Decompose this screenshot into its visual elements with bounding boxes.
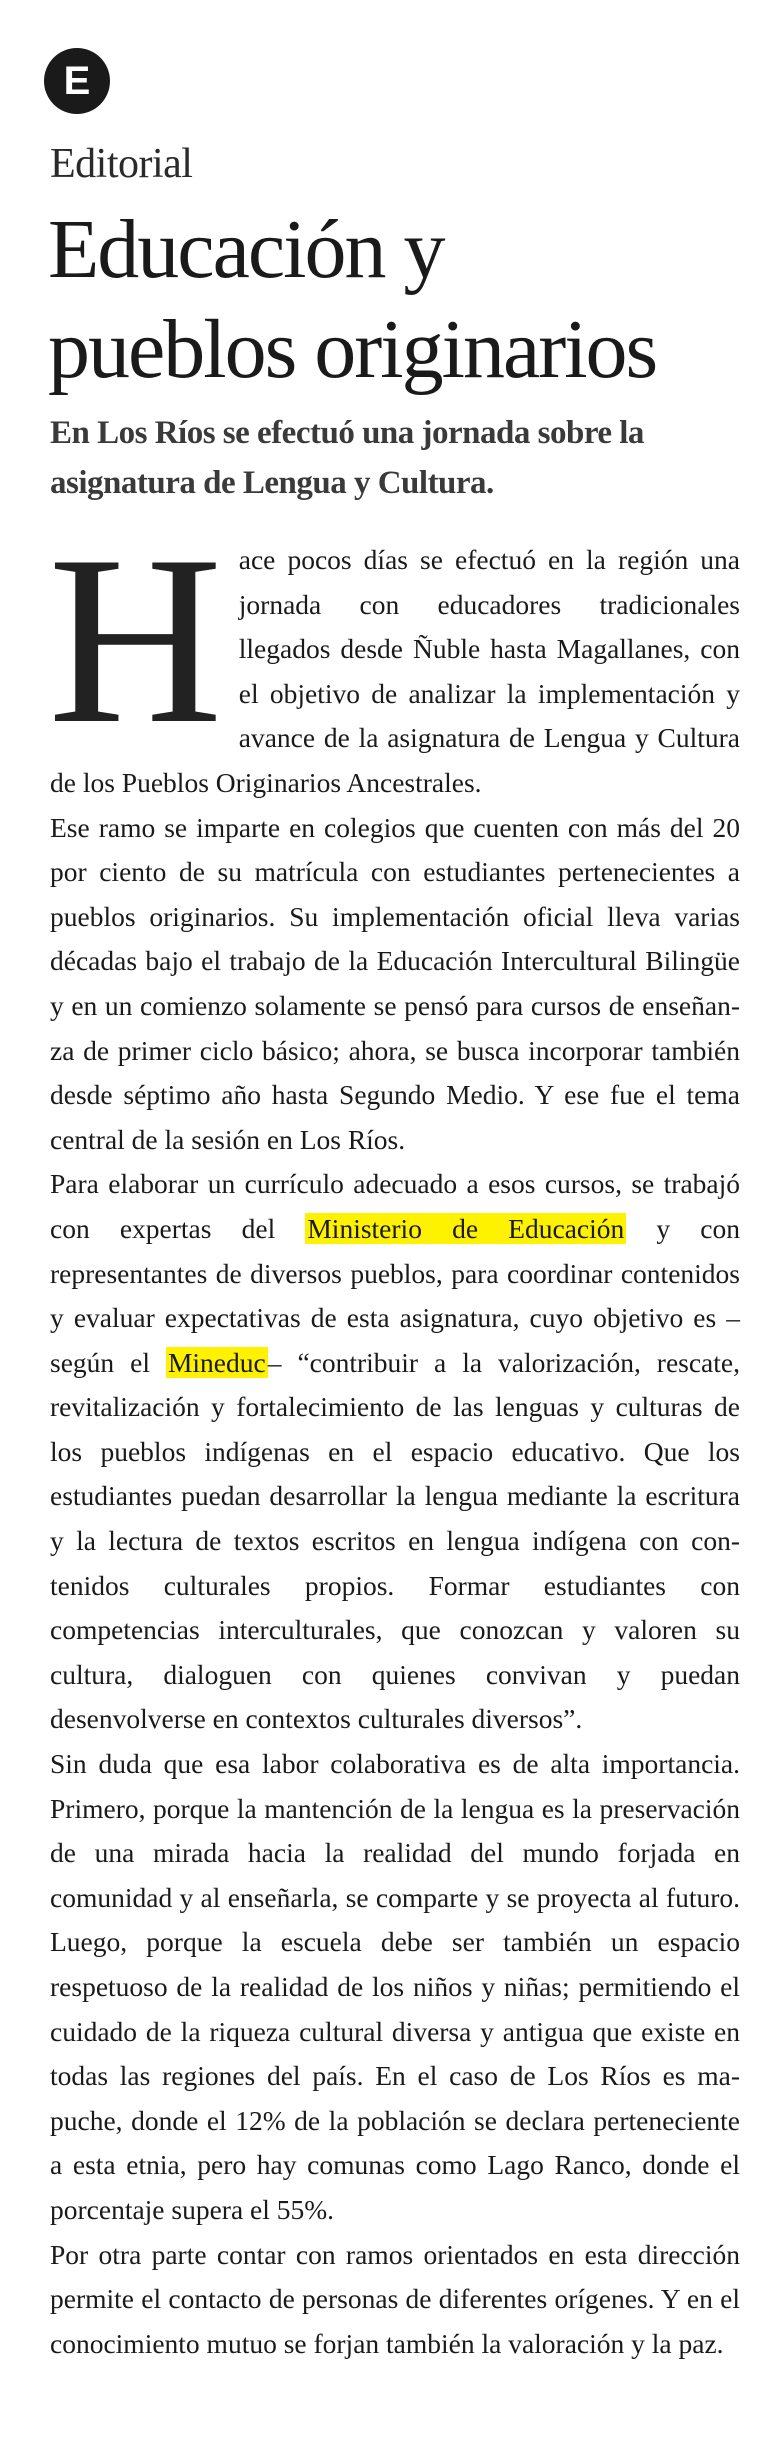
paragraph-3-part-a: Para elaborar un currículo adecuado a esos cursos, se trabajó con expertas del	[50, 1168, 740, 1244]
deck-subtitle: En Los Ríos se efectuó una jornada sobre la asignatura de Lengua y Cultura.	[50, 415, 644, 501]
paragraph-4: Sin duda que esa labor colaborativa es de alta importancia. Primero, porque la mantención de la lengua es la preservación de una mirada hacia la realidad del mundo forjada en comunidad y al enseñarla, se comparte y se proyecta al futuro. Luego, porque la escuela debe ser también un espacio respetuoso de la realidad de los niños y niñas; permitiendo el cuidado de la riqueza cultural diversa y antigua que existe en todas las regiones del país. En el caso de Los Ríos es mapuche, donde el 12% de la población se declara perteneciente a esta etnia, pero hay comunas como Lago Ranco, donde el porcentaje supera el 55%.	[50, 1748, 740, 2225]
paragraph-3	[50, 1162, 740, 1742]
headline-line-2: pueblos originarios	[48, 303, 657, 396]
paragraph-1-text: ace pocos días se efectuó en la región una jornada con educadores tradicionales llegados desde Ñuble hasta Magallanes, con el objetivo de analizar la implementación y avance de la asignatura de Lengua y Cultura de los Pueblos Originarios Ancestrales.	[50, 544, 740, 798]
headline	[48, 200, 748, 400]
badge-letter: E	[63, 59, 91, 103]
highlight-ministerio: Ministerio de Educación	[307, 1212, 625, 1244]
paragraph-1	[48, 506, 740, 806]
highlight-mineduc: Mineduc	[167, 1346, 266, 1378]
paragraph-5: Por otra parte contar con ramos orientados en esta dirección permite el contacto de personas de diferentes orígenes. Y en el conocimiento mutuo se forjan también la valoración y la paz.	[50, 2238, 740, 2359]
paragraph-3-part-c: – “contribuir a la valorización, rescate, revitalización y fortalecimiento de las lenguas y culturas de los pueblos indígenas en el espacio educativo. Que los estudiantes puedan desarrollar la lengua mediante la escritura y la lectura de textos escritos en lengua indígena con contenidos culturales propios. Formar estudiantes con competencias interculturales, que conozcan y valoren su cultura, dialoguen con quienes convivan y puedan desenvolverse en contextos culturales diversos”.	[50, 1346, 740, 1735]
drop-cap: H	[48, 506, 221, 774]
headline-line-1: Educación y	[48, 203, 444, 296]
paragraph-2: Ese ramo se imparte en colegios que cuenten con más del 20 por ciento de su matrícula con estudiantes pertenecientes a pueblos originarios. Su implementación oficial lleva varias décadas bajo el trabajo de la Educación Intercultural Bilingüe y en un comienzo solamente se pensó para cursos de enseñanza de primer ciclo básico; ahora, se busca incorporar también desde séptimo año hasta Segundo Medio. Y ese fue el tema central de la sesión en Los Ríos.	[50, 811, 740, 1155]
section-label: Editorial	[50, 141, 193, 187]
paragraph-3-part-b: y con representantes de diversos pueblos, para coordinar contenidos y evaluar expectativas de esta asignatura, cuyo objetivo es –según el	[50, 1212, 740, 1378]
article-body	[48, 506, 740, 2366]
section-badge	[44, 48, 110, 114]
